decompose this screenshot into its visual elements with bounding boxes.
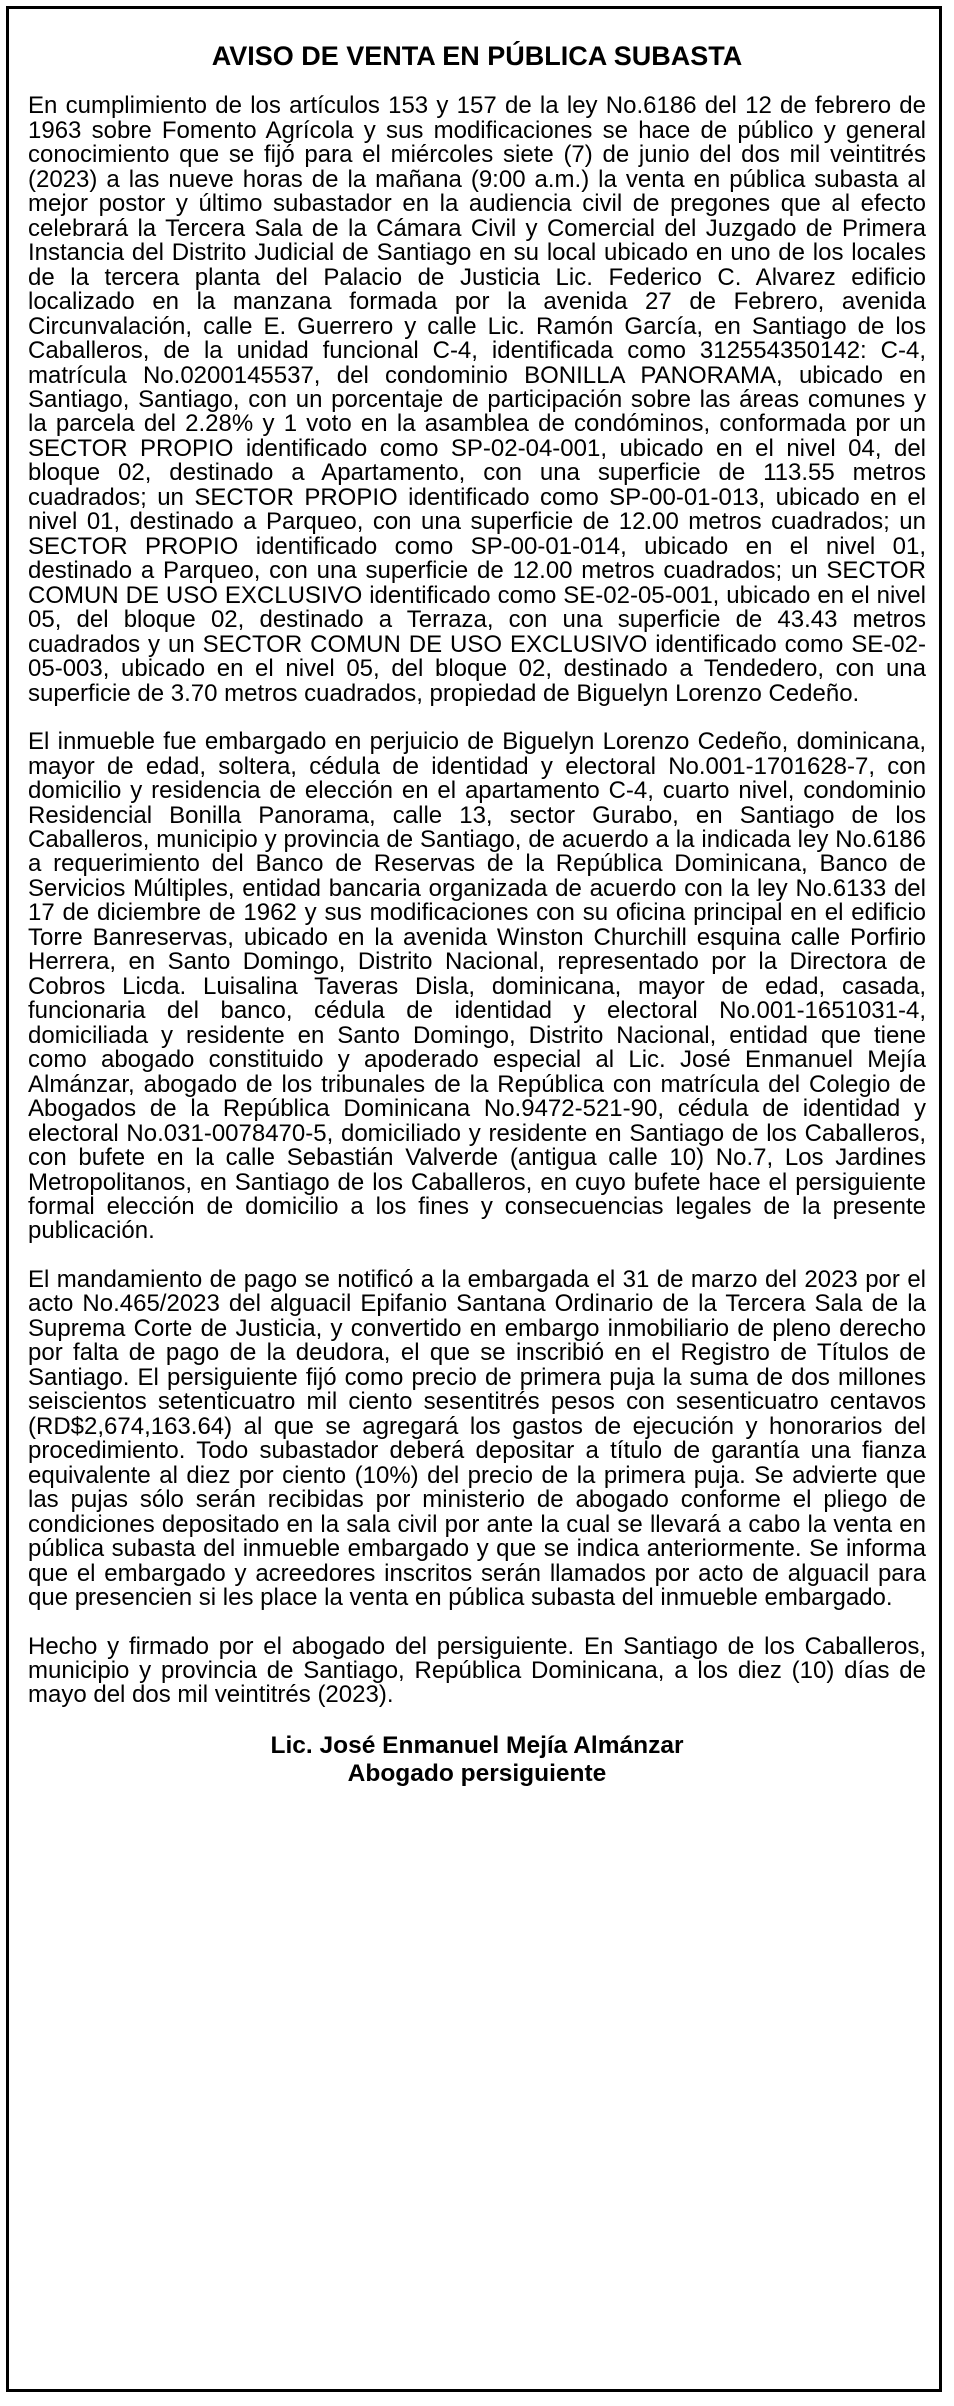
signature-block xyxy=(28,1732,926,1788)
signer-role: Abogado persiguiente xyxy=(347,1760,607,1788)
paragraph-payment-terms: El mandamiento de pago se notificó a la embargada el 31 de marzo del 2023 por el acto No.465/2023 del alguacil Epifanio Santana Ordinario de la Tercera Sala de la Suprema Corte de Justicia, y convertido en embargo inmobiliario de pleno derecho por falta de pago de la deudora, el que se inscribió en el Registro de Títulos de Santiago. El persiguiente fijó como precio de primera puja la suma de dos millones seiscientos setenticuatro mil ciento sesentitrés pesos con sesenticuatro centavos (RD$2,674,163.64) al que se agregará los gastos de ejecución y honorarios del procedimiento. Todo subastador deberá depositar a título de garantía una fianza equivalente al diez por ciento (10%) del precio de la primera puja. Se advierte que las pujas sólo serán recibidas por ministerio de abogado conforme el pliego de condiciones depositado en la sala civil por ante la cual se llevará a cabo la venta en pública subasta del inmueble embargado y que se indica anteriormente. Se informa que el embargado y acreedores inscritos serán llamados por acto de alguacil para que presencien si les place la venta en pública subasta del inmueble embargado. xyxy=(28,1265,926,1612)
signer-name: Lic. José Enmanuel Mejía Almánzar xyxy=(270,1731,684,1759)
paragraph-sale-announcement: En cumplimiento de los artículos 153 y 157 de la ley No.6186 del 12 de febrero de 1963 sobre Fomento Agrícola y sus modificaciones se hace de público y general conocimiento que se fijó para el miércoles siete (7) de junio del dos mil veintitrés (2023) a las nueve horas de la mañana (9:00 a.m.) la venta en pública subasta al mejor postor y último subastador en la audiencia civil de pregones que al efecto celebrará la Tercera Sala de la Cámara Civil y Comercial del Juzgado de Primera Instancia del Distrito Judicial de Santiago en su local ubicado en uno de los locales de la tercera planta del Palacio de Justicia Lic. Federico C. Alvarez edificio localizado en la manzana formada por la avenida 27 de Febrero, avenida Circunvalación, calle E. Guerrero y calle Lic. Ramón García, en Santiago de los Caballeros, de la unidad funcional C-4, identificada como 312554350142: C-4, matrícula No.0200145537, del condominio BONILLA PANORAMA, ubicado en Santiago, Santiago, con un porcentaje de participación sobre las áreas comunes y la parcela del 2.28% y 1 voto en la asamblea de condóminos, conformada por un SECTOR PROPIO identificado como SP-02-04-001, ubicado en el nivel 04, del bloque 02, destinado a Apartamento, con una superficie de 113.55 metros cuadrados; un SECTOR PROPIO identificado como SP-00-01-013, ubicado en el nivel 01, destinado a Parqueo, con una superficie de 12.00 metros cuadrados; un SECTOR PROPIO identificado como SP-00-01-014, ubicado en el nivel 01, destinado a Parqueo, con una superficie de 12.00 metros cuadrados; un SECTOR COMUN DE USO EXCLUSIVO identificado como SE-02-05-001, ubicado en el nivel 05, del bloque 02, destinado a Terraza, con una superficie de 43.43 metros cuadrados y un SECTOR COMUN DE USO EXCLUSIVO identificado como SE-02-05-003, ubicado en el nivel 05, del bloque 02, destinado a Tendedero, con una superficie de 3.70 metros cuadrados, propiedad de Biguelyn Lorenzo Cedeño. xyxy=(28,92,926,707)
legal-notice xyxy=(28,40,926,1788)
paragraph-seizure-details: El inmueble fue embargado en perjuicio de Biguelyn Lorenzo Cedeño, dominicana, mayor de edad, soltera, cédula de identidad y electoral No.001-1701628-7, con domicilio y residencia de elección en el apartamento C-4, cuarto nivel, condominio Residencial Bonilla Panorama, calle 13, sector Gurabo, en Santiago de los Caballeros, municipio y provincia de Santiago, de acuerdo a la indicada ley No.6186 a requerimiento del Banco de Reservas de la República Dominicana, Banco de Servicios Múltiples, entidad bancaria organizada de acuerdo con la ley No.6133 del 17 de diciembre de 1962 y sus modificaciones con su oficina principal en el edificio Torre Banreservas, ubicado en la avenida Winston Churchill esquina calle Porfirio Herrera, en Santo Domingo, Distrito Nacional, representado por la Directora de Cobros Licda. Luisalina Taveras Disla, dominicana, mayor de edad, casada, funcionaria del banco, cédula de identidad y electoral No.001-1651031-4, domiciliada y residente en Santo Domingo, Distrito Nacional, entidad que tiene como abogado constituido y apoderado especial al Lic. José Enmanuel Mejía Almánzar, abogado de los tribunales de la República con matrícula del Colegio de Abogados de la República Dominicana No.9472-521-90, cédula de identidad y electoral No.031-0078470-5, domiciliado y residente en Santiago de los Caballeros, con bufete en la calle Sebastián Valverde (antigua calle 10) No.7, Los Jardines Metropolitanos, en Santiago de los Caballeros, en cuyo bufete hace el persiguiente formal elección de domicilio a los fines y consecuencias legales de la presente publicación. xyxy=(28,728,926,1245)
paragraph-signing-statement: Hecho y firmado por el abogado del persiguiente. En Santiago de los Caballeros, municipio y provincia de Santiago, República Dominicana, a los diez (10) días de mayo del dos mil veintitrés (2023). xyxy=(28,1632,926,1709)
notice-title: AVISO DE VENTA EN PÚBLICA SUBASTA xyxy=(211,41,743,71)
